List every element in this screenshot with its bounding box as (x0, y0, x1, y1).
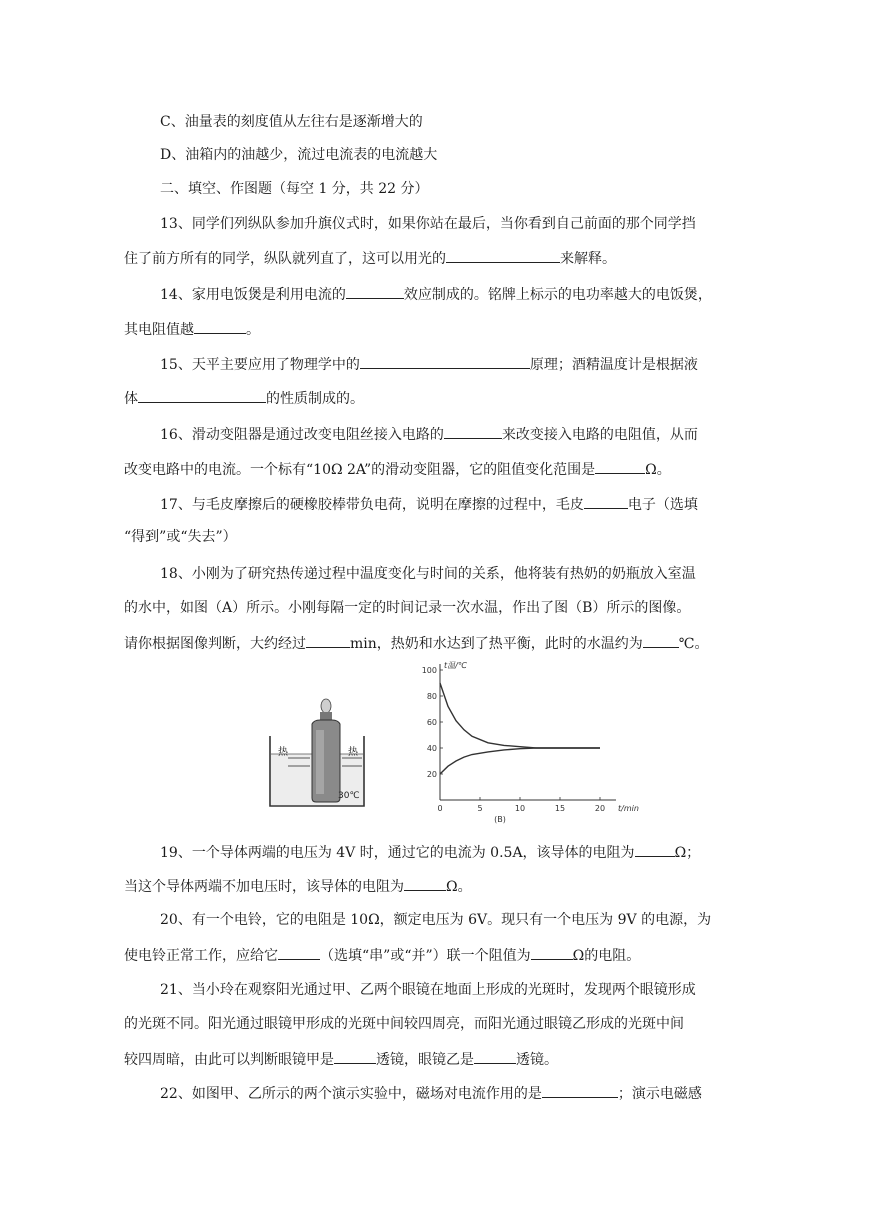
series-line-milk (440, 683, 600, 748)
y-tick-label: 60 (426, 718, 437, 727)
answer-blank[interactable] (595, 459, 645, 474)
question-21-line-1: 21、当小玲在观察阳光通过甲、乙两个眼镜在地面上形成的光斑时，发现两个眼镜形成 (160, 982, 696, 998)
question-17-line-2: “得到”或“失去”） (124, 529, 237, 545)
question-20-line-2: 使电铃正常工作，应给它 （选填“串”或“并”）联一个阻值为 Ω的电阻。 (124, 945, 640, 966)
y-axis-label: t温/℃ (444, 661, 467, 670)
answer-blank[interactable] (306, 633, 350, 648)
x-tick-label: 0 (437, 804, 443, 813)
answer-blank[interactable] (643, 633, 679, 648)
figure-b-caption: (B) (494, 815, 506, 824)
series-line-water (440, 748, 600, 774)
question-19-line-2: 当这个导体两端不加电压时，该导体的电阻为 Ω。 (124, 876, 472, 897)
question-21-line-3: 较四周暗，由此可以判断眼镜甲是 透镜，眼镜乙是 透镜。 (124, 1049, 558, 1070)
answer-blank[interactable] (542, 1083, 618, 1098)
answer-blank[interactable] (346, 284, 404, 299)
x-axis-label: t/min (618, 804, 639, 813)
question-18-line-3: 请你根据图像判断，大约经过 min，热奶和水达到了热平衡，此时的水温约为 ℃。 (124, 633, 708, 654)
figure-b-temperature-chart (420, 660, 639, 824)
answer-blank[interactable] (474, 1049, 516, 1064)
x-tick-label: 10 (514, 804, 526, 813)
answer-blank[interactable] (334, 1049, 376, 1064)
y-tick-label: 40 (426, 744, 437, 753)
option-d: D、油箱内的油越少，流过电流表的电流越大 (160, 147, 438, 163)
question-17-line-1: 17、与毛皮摩擦后的硬橡胶棒带负电荷，说明在摩擦的过程中，毛皮 电子（选填 (160, 494, 698, 515)
answer-blank[interactable] (446, 248, 560, 263)
section-heading: 二、填空、作图题（每空 1 分，共 22 分） (160, 181, 429, 197)
answer-blank[interactable] (404, 876, 446, 891)
answer-blank[interactable] (444, 424, 502, 439)
figure-a-right-label: 热 (348, 747, 358, 758)
answer-blank[interactable] (635, 842, 675, 857)
y-tick-label: 100 (421, 666, 437, 675)
answer-blank[interactable] (584, 494, 628, 509)
question-13-line-1: 13、同学们列纵队参加升旗仪式时，如果你站在最后，当你看到自己前面的那个同学挡 (160, 216, 696, 232)
question-14-line-2: 其电阻值越 。 (124, 319, 260, 340)
question-22-line-1: 22、如图甲、乙所示的两个演示实验中，磁场对电流作用的是 ；演示电磁感 (160, 1083, 702, 1104)
answer-blank[interactable] (194, 319, 246, 334)
answer-blank[interactable] (138, 388, 266, 403)
question-20-line-1: 20、有一个电铃，它的电阻是 10Ω，额定电压为 6V。现只有一个电压为 9V 的电源，为 (160, 912, 712, 928)
question-19-line-1: 19、一个导体两端的电压为 4V 时，通过它的电流为 0.5A，该导体的电阻为 Ω； (160, 842, 700, 863)
question-16-line-1: 16、滑动变阻器是通过改变电阻丝接入电路的 来改变接入电路的电阻值，从而 (160, 424, 698, 445)
question-13-line-2: 住了前方所有的同学，纵队就列直了，这可以用光的 来解释。 (124, 248, 616, 269)
x-tick-label: 15 (554, 804, 566, 813)
figure-a-bottle-in-water (262, 694, 372, 814)
question-15-line-1: 15、天平主要应用了物理学中的 原理；酒精温度计是根据液 (160, 354, 698, 375)
y-tick-label: 80 (426, 692, 437, 701)
question-15-line-2: 体 的性质制成的。 (124, 388, 364, 409)
question-18-line-2: 的水中，如图（A）所示。小刚每隔一定的时间记录一次水温，作出了图（B）所示的图像。 (124, 600, 691, 616)
figure-a-temp-label: 30℃ (338, 791, 360, 801)
question-16-line-2: 改变电路中的电流。一个标有“10Ω 2A”的滑动变阻器，它的阻值变化范围是 Ω。 (124, 459, 671, 480)
question-14-line-1: 14、家用电饭煲是利用电流的 效应制成的。铭牌上标示的电功率越大的电饭煲， (160, 284, 712, 305)
x-tick-label: 20 (594, 804, 606, 813)
answer-blank[interactable] (360, 354, 530, 369)
option-c: C、油量表的刻度值从左往右是逐渐增大的 (160, 114, 423, 130)
question-21-line-2: 的光斑不同。阳光通过眼镜甲形成的光斑中间较四周亮，而阳光通过眼镜乙形成的光斑中间 (124, 1016, 684, 1032)
x-tick-label: 5 (477, 804, 483, 813)
answer-blank[interactable] (531, 945, 573, 960)
figure-a-left-label: 热 (278, 747, 288, 758)
question-18-line-1: 18、小刚为了研究热传递过程中温度变化与时间的关系，他将装有热奶的奶瓶放入室温 (160, 566, 696, 582)
answer-blank[interactable] (278, 945, 320, 960)
y-tick-label: 20 (426, 770, 437, 779)
